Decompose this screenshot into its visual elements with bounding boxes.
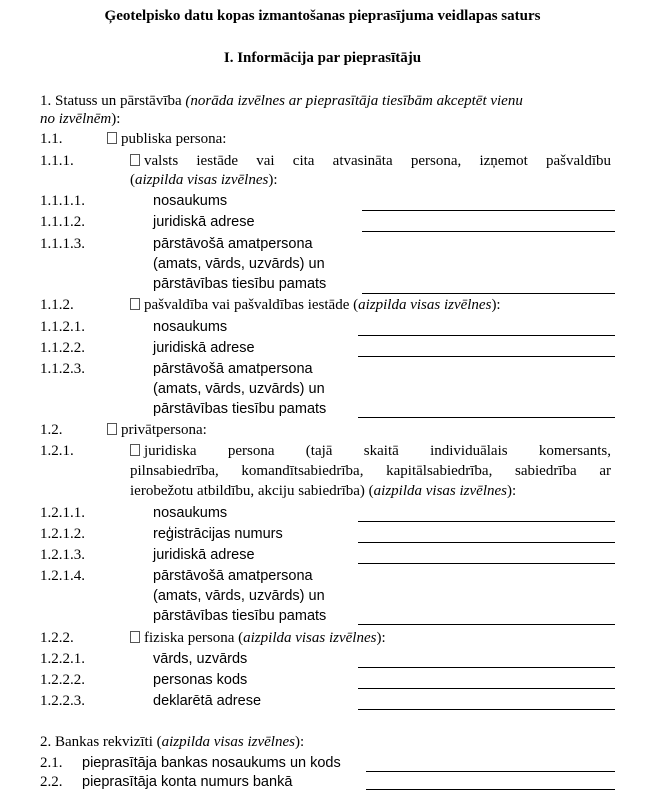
- item-number: 1.1.2.2.: [40, 340, 85, 356]
- item-number: 1.2.1.2.: [40, 526, 85, 542]
- option-publiska-persona[interactable]: [107, 130, 226, 148]
- field-label-nosaukums: nosaukums: [153, 319, 228, 335]
- item-number: 2.1.: [40, 755, 63, 771]
- checkbox[interactable]: [130, 444, 140, 456]
- checkbox[interactable]: [107, 132, 117, 144]
- option-note: aizpilda visas izvēlnes: [358, 297, 492, 313]
- section-1-heading: [40, 92, 523, 110]
- item-number: 1.1.: [40, 131, 63, 147]
- section-1-heading-text: 1. Statuss un pārstāvība: [40, 93, 182, 109]
- section-2-heading: 2. Bankas rekvizīti (aizpilda visas izvēlnes):: [40, 734, 305, 750]
- field-label-nosaukums: nosaukums: [153, 193, 228, 209]
- item-number: 1.1.1.: [40, 153, 74, 169]
- section-title: I. Informācija par pieprasītāju: [223, 50, 422, 66]
- option-fiziska-persona[interactable]: fiziska persona (aizpilda visas izvēlnes):: [130, 629, 386, 647]
- item-number: 1.1.2.: [40, 297, 74, 313]
- field-label-parstavosa: pārstāvošā amatpersona: [153, 236, 313, 252]
- field-label-juridiska-adrese: juridiskā adrese: [153, 340, 255, 356]
- field-line-nosaukums[interactable]: [362, 210, 615, 211]
- checkbox[interactable]: [130, 298, 140, 310]
- field-label-personas-kods: personas kods: [153, 672, 248, 688]
- field-line-deklareta-adrese[interactable]: [358, 709, 615, 710]
- field-label-parstavosa: pārstāvošā amatpersona: [153, 568, 313, 584]
- item-number: 1.2.1.3.: [40, 547, 85, 563]
- field-line-bankas-nosaukums[interactable]: [366, 771, 615, 772]
- option-note-line: (aizpilda visas izvēlnes):: [130, 172, 278, 188]
- item-number: 1.1.1.1.: [40, 193, 85, 209]
- field-line-konta-numurs[interactable]: [366, 789, 615, 790]
- item-number: 1.2.2.3.: [40, 693, 85, 709]
- field-label-registracijas-numurs: reģistrācijas numurs: [153, 526, 283, 542]
- option-label: privātpersona:: [121, 422, 207, 438]
- field-line-juridiska-adrese[interactable]: [358, 563, 615, 564]
- option-note: aizpilda visas izvēlnes: [373, 483, 507, 499]
- section-1-heading-cont: [40, 110, 120, 128]
- item-number: 1.2.2.: [40, 630, 74, 646]
- field-label-parstavosa-2: (amats, vārds, uzvārds) un: [153, 256, 325, 272]
- field-label-parstavosa-2: (amats, vārds, uzvārds) un: [153, 381, 325, 397]
- option-label: publiska persona:: [121, 131, 227, 147]
- field-label-nosaukums: nosaukums: [153, 505, 228, 521]
- field-line-vards-uzvards[interactable]: [358, 667, 615, 668]
- item-number: 1.1.2.1.: [40, 319, 85, 335]
- option-label-line3: ierobežotu atbildību, akciju sabiedrība) (aizpilda visas izvēlnes):: [130, 483, 517, 499]
- option-valsts-iestade[interactable]: [130, 152, 611, 170]
- field-label-juridiska-adrese: juridiskā adrese: [153, 547, 255, 563]
- field-label-parstavosa-3: pārstāvības tiesību pamats: [153, 608, 327, 624]
- item-number: 1.2.2.1.: [40, 651, 85, 667]
- option-note: aizpilda visas izvēlnes: [243, 630, 377, 646]
- section-2-heading-text: 2. Bankas rekvizīti: [40, 734, 153, 750]
- field-line-parstavosa[interactable]: [358, 417, 615, 418]
- item-number: 1.2.: [40, 422, 63, 438]
- field-label-deklareta-adrese: deklarētā adrese: [153, 693, 262, 709]
- option-note: aizpilda visas izvēlnes: [135, 172, 269, 188]
- item-number: 2.2.: [40, 774, 63, 790]
- field-line-parstavosa[interactable]: [358, 624, 615, 625]
- option-label: ierobežotu atbildību, akciju sabiedrība): [130, 483, 365, 499]
- section-1-heading-note-2: no izvēlnēm: [40, 111, 112, 127]
- section-1-heading-tail: ):: [111, 111, 121, 127]
- item-number: 1.1.1.2.: [40, 214, 85, 230]
- option-privatpersona[interactable]: [107, 421, 207, 439]
- field-line-parstavosa[interactable]: [362, 293, 615, 294]
- section-2-heading-note: aizpilda visas izvēlnes: [161, 734, 295, 750]
- item-number: 1.2.1.: [40, 443, 74, 459]
- document-title: Ģeotelpisko datu kopas izmantošanas pieprasījuma veidlapas saturs: [104, 8, 541, 24]
- option-label: valsts iestāde vai cita atvasināta persona, izņemot pašvaldību: [144, 153, 611, 169]
- option-label-line2: pilnsabiedrība, komandītsabiedrība, kapitālsabiedrība, sabiedrība ar: [130, 463, 611, 479]
- checkbox[interactable]: [130, 631, 140, 643]
- field-label-bankas-nosaukums: pieprasītāja bankas nosaukums un kods: [82, 755, 341, 771]
- section-1-heading-note: (norāda izvēlnes ar pieprasītāja tiesībām akceptēt vienu: [185, 93, 523, 109]
- field-line-registracijas-numurs[interactable]: [358, 542, 615, 543]
- field-label-parstavosa-3: pārstāvības tiesību pamats: [153, 276, 327, 292]
- field-label-parstavosa-2: (amats, vārds, uzvārds) un: [153, 588, 325, 604]
- field-label-parstavosa-3: pārstāvības tiesību pamats: [153, 401, 327, 417]
- option-label: fiziska persona: [144, 630, 235, 646]
- field-label-juridiska-adrese: juridiskā adrese: [153, 214, 255, 230]
- field-label-parstavosa: pārstāvošā amatpersona: [153, 361, 313, 377]
- item-number: 1.2.1.1.: [40, 505, 85, 521]
- field-label-vards-uzvards: vārds, uzvārds: [153, 651, 248, 667]
- field-line-juridiska-adrese[interactable]: [358, 356, 615, 357]
- item-number: 1.1.1.3.: [40, 236, 85, 252]
- field-line-juridiska-adrese[interactable]: [362, 231, 615, 232]
- option-label: pašvaldība vai pašvaldības iestāde: [144, 297, 350, 313]
- field-label-konta-numurs: pieprasītāja konta numurs bankā: [82, 774, 293, 790]
- checkbox[interactable]: [130, 154, 140, 166]
- item-number: 1.2.1.4.: [40, 568, 85, 584]
- option-pasvaldiba[interactable]: pašvaldība vai pašvaldības iestāde (aizpilda visas izvēlnes):: [130, 296, 501, 314]
- option-label: juridiska persona (tajā skaitā individuālais komersants,: [144, 443, 611, 459]
- checkbox[interactable]: [107, 423, 117, 435]
- field-line-personas-kods[interactable]: [358, 688, 615, 689]
- item-number: 1.1.2.3.: [40, 361, 85, 377]
- field-line-nosaukums[interactable]: [358, 521, 615, 522]
- item-number: 1.2.2.2.: [40, 672, 85, 688]
- field-line-nosaukums[interactable]: [358, 335, 615, 336]
- option-juridiska-persona[interactable]: [130, 442, 611, 460]
